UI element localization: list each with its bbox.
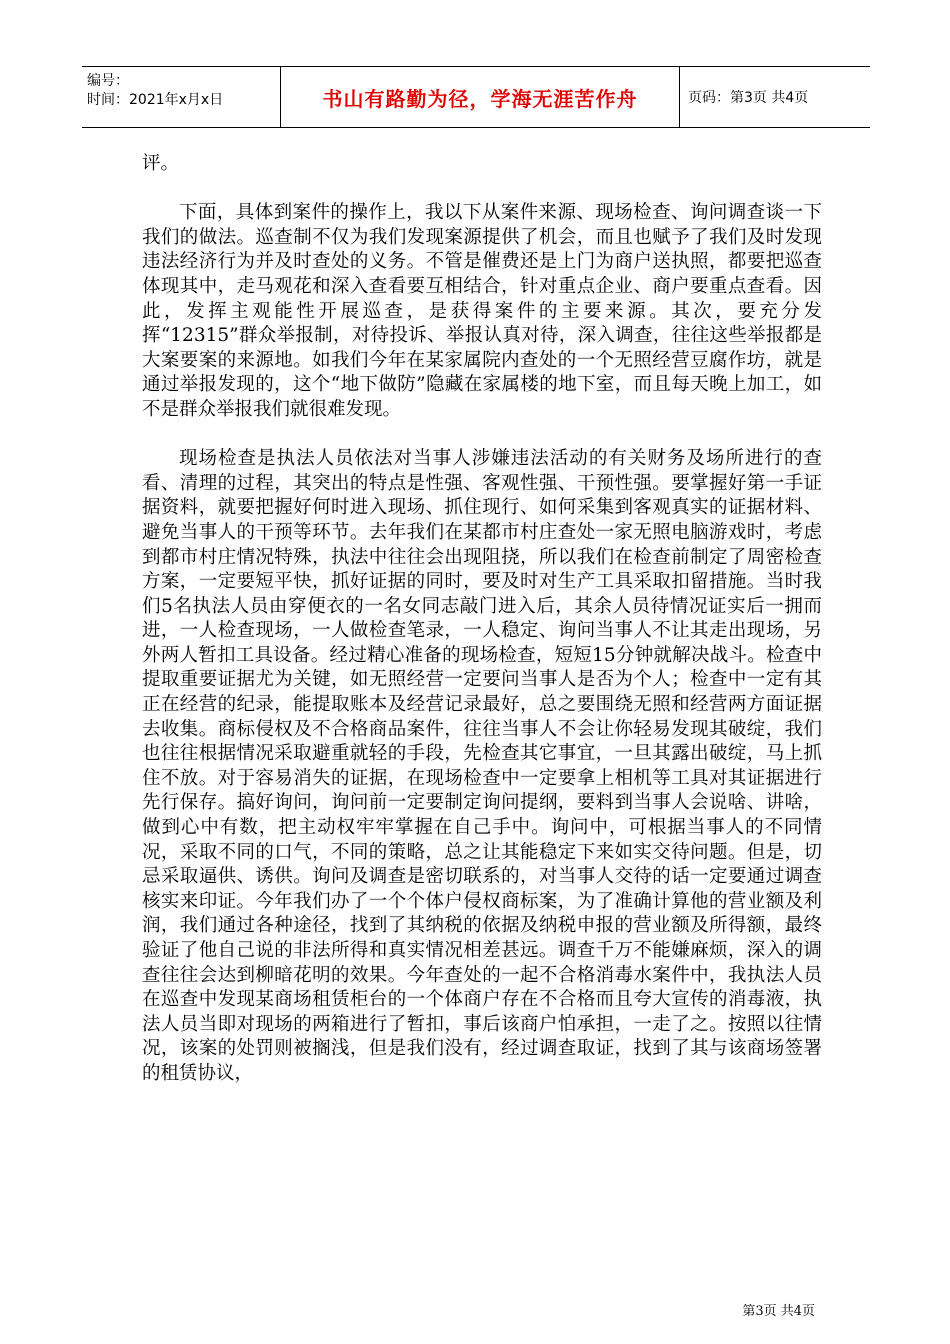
- header-page-label: 页码：第3页 共4页: [688, 90, 809, 106]
- date-label: 时间：2021年x月x日: [87, 92, 224, 108]
- header-meta: [82, 67, 281, 127]
- page-footer: 第3页 共4页: [742, 1304, 815, 1319]
- page-header: [82, 66, 870, 128]
- paragraph-site-inspection: 现场检查是执法人员依法对当事人涉嫌违法活动的有关财务及场所进行的查看、清理的过程，其突出的特点是性强、客观性强、干预性强。要掌握好第一手证据资料，就要把握好何时进入现场、抓住现行、如何采集到客观真实的证据材料、避免当事人的干预等环节。去年我们在某都市村庄查处一家无照电脑游戏时，考虑到都市村庄情况特殊，执法中往往会出现阻挠，所以我们在检查前制定了周密检查方案，一定要短平快，抓好证据的同时，要及时对生产工具采取扣留措施。当时我们5名执法人员由穿便衣的一名女同志敲门进入后，其余人员待情况证实后一拥而进，一人检查现场，一人做检查笔录，一人稳定、询问当事人不让其走出现场，另外两人暂扣工具设备。经过精心准备的现场检查，短短15分钟就解决战斗。检查中提取重要证据尤为关键，如无照经营一定要问当事人是否为个人；检查中一定有其正在经营的纪录，能提取账本及经营记录最好，总之要围绕无照和经营两方面证据去收集。商标侵权及不合格商品案件，往往当事人不会让你轻易发现其破绽，我们也往往根据情况采取避重就轻的手段，先检查其它事宜，一旦其露出破绽，马上抓住不放。对于容易消失的证据，在现场检查中一定要拿上相机等工具对其证据进行先行保存。搞好询问，询问前一定要制定询问提纲，要料到当事人会说啥、讲啥，做到心中有数，把主动权牢牢掌握在自己手中。询问中，可根据当事人的不同情况，采取不同的口气，不同的策略，总之让其能稳定下来如实交待问题。但是，切忌采取逼供、诱供。询问及调查是密切联系的，对当事人交待的话一定要通过调查核实来印证。今年我们办了一个个体户侵权商标案，为了准确计算他的营业额及利润，我们通过各种途径，找到了其纳税的依据及纳税申报的营业额及所得额，最终验证了他自己说的非法所得和真实情况相差甚远。调查千万不能嫌麻烦，深入的调查往往会达到柳暗花明的效果。今年查处的一起不合格消毒水案件中，我执法人员在巡查中发现某商场租赁柜台的一个体商户存在不合格而且夸大宣传的消毒液，执法人员当即对现场的两箱进行了暂扣，事后该商户怕承担，一走了之。按照以往情况，该案的处罚则被搁浅，但是我们没有，经过调查取证，找到了其与该商场签署的租赁协议，: [142, 448, 822, 1084]
- header-motto: 书山有路勤为径，学海无涯苦作舟: [281, 67, 680, 127]
- number-label: 编号：: [87, 73, 129, 89]
- paragraph-case-sources: 下面，具体到案件的操作上，我以下从案件来源、现场检查、询问调查谈一下我们的做法。巡查制不仅为我们发现案源提供了机会，而且也赋予了我们及时发现违法经济行为并及时查处的义务。不管是催费还是上门为商户送执照，都要把巡查体现其中，走马观花和深入查看要互相结合，针对重点企业、商户要重点查看。因此，发挥主观能性开展巡查，是获得案件的主要来源。其次，要充分发挥“12315”群众举报制，对待投诉、举报认真对待，深入调查，往往这些举报都是大案要案的来源地。如我们今年在某家属院内查处的一个无照经营豆腐作坊，就是通过举报发现的，这个“地下做防”隐藏在家属楼的地下室，而且每天晚上加工，如不是群众举报我们就很难发现。: [142, 202, 822, 420]
- paragraph-continuation: 评。: [142, 153, 180, 174]
- document-body: [142, 152, 822, 1111]
